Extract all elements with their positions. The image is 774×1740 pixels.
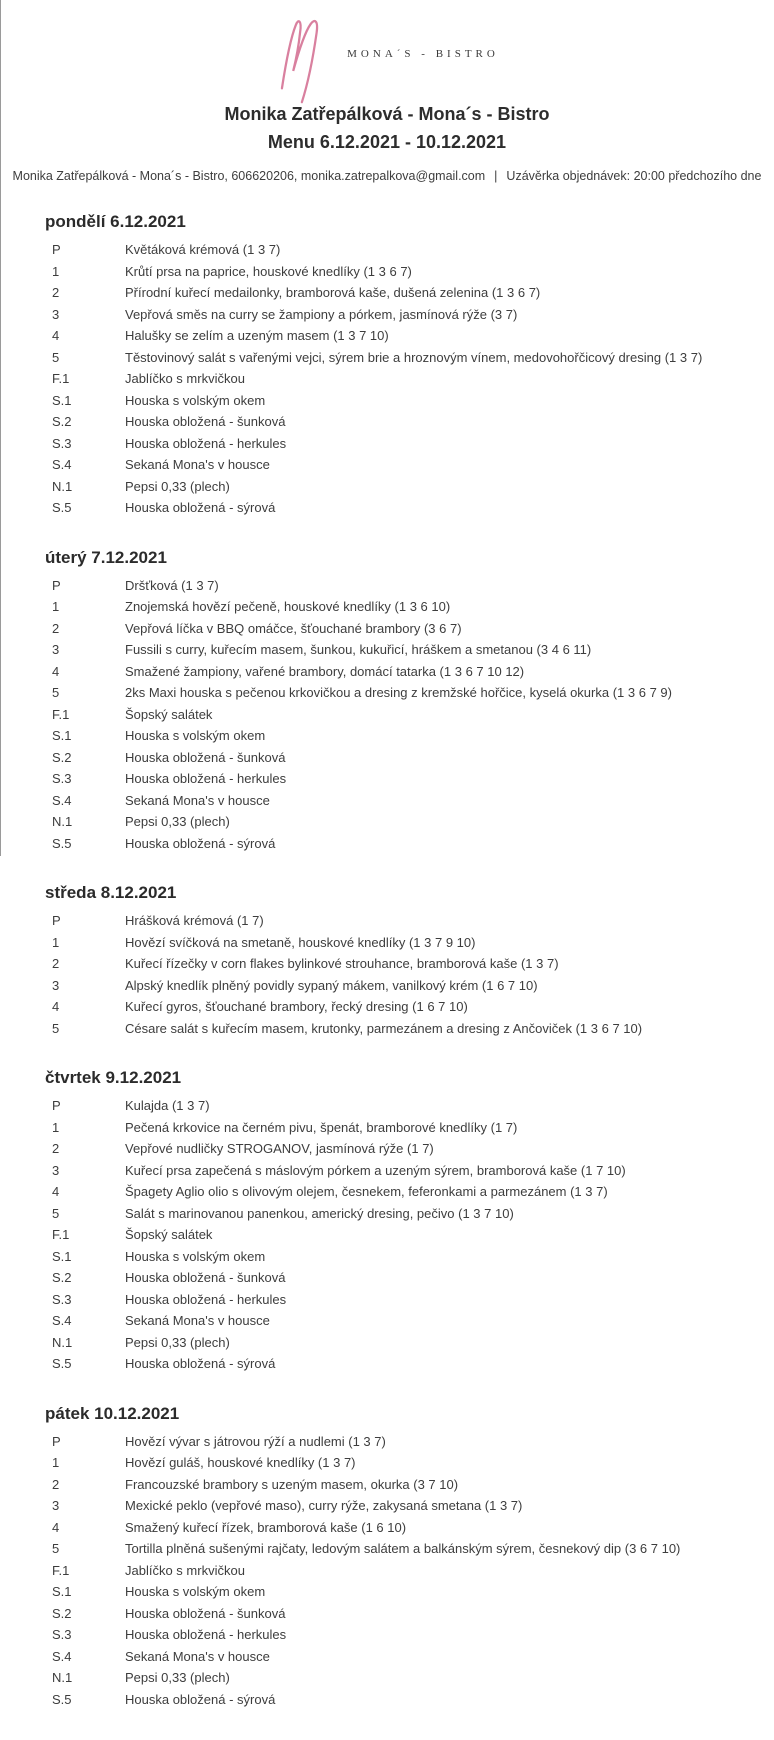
item-text: Sekaná Mona's v housce [125,1648,270,1664]
menu-row [45,1117,754,1139]
menu-row [45,1018,754,1040]
item-code: 4 [52,328,60,343]
item-text: Salát s marinovanou panenkou, americký dresing, pečivo (1 3 7 10) [125,1205,514,1221]
item-code: P [52,1433,61,1449]
menu-row [45,1689,754,1711]
menu-row [45,932,754,954]
item-code: S.5 [52,1356,72,1371]
menu-row [45,682,754,704]
item-code: S.4 [52,457,72,472]
day-section [45,1403,754,1711]
item-code: S.5 [52,1691,72,1707]
item-text: Houska s volským okem [125,1584,266,1599]
menu-row [45,747,754,769]
item-code: 4 [52,663,60,679]
item-code: 2 [52,1476,60,1492]
day-rows [45,910,754,1039]
menu-row [45,1289,754,1311]
contact-info: Monika Zatřepálková - Mona´s - Bistro, 606620206, monika.zatrepalkova@gmail.com [12,169,486,183]
item-text: Mexické peklo (vepřové maso), curry rýže, zakysaná smetana (1 3 7) [125,1498,523,1513]
day-heading: středa 8.12.2021 [45,883,177,902]
item-text: Špagety Aglio olio s olivovým olejem, česnekem, feferonkami a parmezánem (1 3 7) [125,1184,608,1199]
day-heading: čtvrtek 9.12.2021 [45,1068,182,1087]
item-text: Pečená krkovice na černém pivu, špenát, bramborové knedlíky (1 7) [125,1119,518,1135]
item-text: Smažený kuřecí řízek, bramborová kaše (1 6 10) [125,1519,407,1535]
menu-row [45,1624,754,1646]
day-heading: pondělí 6.12.2021 [45,212,186,231]
title-line-1: Monika Zatřepálková - Mona´s - Bistro [224,104,550,124]
menu-row [45,639,754,661]
item-code: S.2 [52,749,72,765]
item-code: F.1 [52,1227,70,1242]
contact-line [0,169,774,183]
item-text: Pepsi 0,33 (plech) [125,814,230,829]
item-code: 4 [52,1519,60,1535]
item-code: S.4 [52,1648,72,1664]
menu-row [45,996,754,1018]
item-text: 2ks Maxi houska s pečenou krkovičkou a dresing z kremžské hořčice, kyselá okurka (1 3 6 7 9) [125,685,672,700]
menu-row [45,433,754,455]
item-text: Vepřové nudličky STROGANOV, jasmínová rýže (1 7) [125,1141,434,1156]
menu-row [45,1603,754,1625]
page-title [0,100,774,156]
menu-row [45,1474,754,1496]
item-text: Sekaná Mona's v housce [125,1313,270,1328]
item-code: 2 [52,620,60,636]
menu-row [45,390,754,412]
item-text: Houska obložená - šunková [125,414,286,429]
item-text: Houska obložená - sýrová [125,1691,276,1707]
menu-row [45,1431,754,1453]
menu-row [45,1203,754,1225]
item-code: 1 [52,1119,60,1135]
item-text: Vepřová směs na curry se žampiony a pórkem, jasmínová rýže (3 7) [125,306,518,322]
menu-row [45,304,754,326]
menu-row [45,1560,754,1582]
item-text: Kuřecí řízečky v corn flakes bylinkové strouhance, bramborová kaše (1 3 7) [125,956,559,971]
item-code: S.5 [52,500,72,515]
menu-row [45,1495,754,1517]
menu-row [45,347,754,369]
contact-separator: | [494,169,498,183]
item-text: Césare salát s kuřecím masem, krutonky, parmezánem a dresing z Ančoviček (1 3 6 7 10) [125,1020,643,1036]
item-text: Kulajda (1 3 7) [125,1098,210,1113]
item-text: Hovězí svíčková na smetaně, houskové knedlíky (1 3 7 9 10) [125,934,476,950]
order-deadline: Uzávěrka objednávek: 20:00 předchozího dne [506,169,762,183]
menu-row [45,1452,754,1474]
item-text: Francouzské brambory s uzeným masem, okurka (3 7 10) [125,1476,459,1492]
item-code: 1 [52,934,60,950]
menu-row [45,725,754,747]
item-code: S.1 [52,1248,72,1264]
item-text: Houska obložená - šunková [125,1270,286,1285]
item-text: Kuřecí prsa zapečená s máslovým pórkem a uzeným sýrem, bramborová kaše (1 7 10) [125,1162,626,1178]
menu-row [45,1138,754,1160]
item-text: Smažené žampiony, vařené brambory, domácí tatarka (1 3 6 7 10 12) [125,663,525,679]
day-rows [45,1431,754,1711]
item-code: N.1 [52,1670,73,1685]
menu-row [45,704,754,726]
item-code: P [52,577,61,593]
item-code: 2 [52,285,60,300]
item-code: 5 [52,349,60,365]
item-text: Těstovinový salát s vařenými vejci, sýrem brie a hroznovým vínem, medovohořčicový dresing (1 3 7) [125,349,703,365]
item-text: Alpský knedlík plněný povidly sypaný mákem, vanilkový krém (1 6 7 10) [125,977,538,993]
item-code: 1 [52,1455,60,1470]
item-code: 3 [52,1498,60,1513]
day-rows [45,1095,754,1375]
item-code: S.1 [52,728,72,743]
item-code: P [52,242,61,257]
menu-row [45,497,754,519]
menu-row [45,1353,754,1375]
menu-row [45,618,754,640]
menu-row [45,411,754,433]
item-text: Kuřecí gyros, šťouchané brambory, řecký dresing (1 6 7 10) [125,999,468,1014]
day-heading: úterý 7.12.2021 [45,547,167,567]
title-line-2: Menu 6.12.2021 - 10.12.2021 [267,132,507,152]
menu-row [45,1310,754,1332]
item-code: 1 [52,599,60,614]
item-text: Fussili s curry, kuřecím masem, šunkou, kukuřicí, hráškem a smetanou (3 4 6 11) [125,642,592,657]
menu-days [0,211,774,1710]
item-code: S.5 [52,835,72,851]
logo [0,10,774,98]
menu-row [45,790,754,812]
menu-row [45,1517,754,1539]
item-code: 2 [52,956,60,971]
item-code: 1 [52,263,60,279]
menu-row [45,1667,754,1689]
item-code: F.1 [52,1562,70,1578]
menu-row [45,1646,754,1668]
item-code: S.1 [52,392,72,408]
item-code: S.3 [52,435,72,451]
day-heading: pátek 10.12.2021 [45,1403,180,1423]
item-text: Houska obložená - herkules [125,771,287,786]
item-code: S.4 [52,792,72,808]
menu-row [45,1181,754,1203]
day-section [45,547,754,855]
item-code: 4 [52,999,60,1014]
item-text: Houska obložená - sýrová [125,500,276,515]
item-text: Houska obložená - šunková [125,749,286,765]
item-text: Hrášková krémová (1 7) [125,913,264,928]
item-text: Pepsi 0,33 (plech) [125,1670,230,1685]
item-code: 2 [52,1141,60,1156]
menu-row [45,910,754,932]
item-text: Houska obložená - herkules [125,435,287,451]
menu-row [45,768,754,790]
menu-row [45,1246,754,1268]
menu-row [45,1267,754,1289]
menu-row [45,1332,754,1354]
menu-row [45,1224,754,1246]
item-code: 3 [52,1162,60,1178]
monas-bistro-m-logo-icon [275,12,327,104]
item-code: 5 [52,1020,60,1036]
menu-row [45,1160,754,1182]
day-section [45,882,754,1039]
item-code: S.3 [52,771,72,786]
menu-row [45,1538,754,1560]
item-text: Tortilla plněná sušenými rajčaty, ledovým salátem a balkánským sýrem, česnekový dip (3 6 7 10) [125,1541,681,1556]
menu-row [45,661,754,683]
item-code: N.1 [52,814,73,829]
item-text: Pepsi 0,33 (plech) [125,1334,230,1350]
item-code: 5 [52,1541,60,1556]
menu-row [45,261,754,283]
left-edge-rule [0,0,1,856]
item-text: Sekaná Mona's v housce [125,457,270,472]
item-text: Sekaná Mona's v housce [125,792,270,808]
item-text: Znojemská hovězí pečeně, houskové knedlíky (1 3 6 10) [125,599,451,614]
item-code: S.2 [52,1605,72,1621]
menu-row [45,575,754,597]
item-code: S.4 [52,1313,72,1328]
item-text: Jablíčko s mrkvičkou [125,1562,245,1578]
item-text: Pepsi 0,33 (plech) [125,478,230,494]
menu-row [45,325,754,347]
item-code: P [52,913,61,928]
menu-row [45,811,754,833]
item-code: 4 [52,1184,60,1199]
item-code: S.3 [52,1627,72,1642]
day-rows [45,239,754,519]
item-code: N.1 [52,1334,73,1350]
item-text: Hovězí vývar s játrovou rýží a nudlemi (1 3 7) [125,1433,386,1449]
menu-row [45,282,754,304]
item-text: Houska s volským okem [125,392,266,408]
item-code: 5 [52,1205,60,1221]
day-section [45,1067,754,1375]
menu-row [45,454,754,476]
item-text: Hovězí guláš, houskové knedlíky (1 3 7) [125,1455,356,1470]
item-code: F.1 [52,371,70,386]
item-text: Přírodní kuřecí medailonky, bramborová kaše, dušená zelenina (1 3 6 7) [125,285,541,300]
item-text: Houska obložená - herkules [125,1291,287,1307]
item-text: Houska s volským okem [125,1248,266,1264]
menu-row [45,239,754,261]
item-text: Šopský salátek [125,1227,213,1242]
brand-text: MONA´S - BISTRO [347,48,499,60]
item-text: Květáková krémová (1 3 7) [125,242,281,257]
menu-row [45,368,754,390]
menu-row [45,1581,754,1603]
item-text: Halušky se zelím a uzeným masem (1 3 7 10) [125,328,389,343]
item-text: Krůtí prsa na paprice, houskové knedlíky (1 3 6 7) [125,263,412,279]
item-code: 3 [52,642,60,657]
item-code: S.3 [52,1291,72,1307]
menu-row [45,476,754,498]
item-text: Vepřová líčka v BBQ omáčce, šťouchané brambory (3 6 7) [125,620,462,636]
menu-row [45,596,754,618]
item-code: 5 [52,685,60,700]
day-rows [45,575,754,855]
item-code: 3 [52,306,60,322]
menu-row [45,953,754,975]
day-section [45,211,754,519]
item-code: S.2 [52,414,72,429]
item-text: Houska obložená - herkules [125,1627,287,1642]
item-code: P [52,1098,61,1113]
item-code: F.1 [52,706,70,722]
menu-row [45,1095,754,1117]
item-code: 3 [52,977,60,993]
item-text: Houska obložená - sýrová [125,835,276,851]
item-text: Dršťková (1 3 7) [125,577,219,593]
item-text: Houska obložená - šunková [125,1605,286,1621]
menu-row [45,833,754,855]
item-text: Jablíčko s mrkvičkou [125,371,245,386]
item-text: Houska obložená - sýrová [125,1356,276,1371]
item-text: Šopský salátek [125,706,213,722]
document-header [0,0,774,183]
menu-row [45,975,754,997]
item-code: S.1 [52,1584,72,1599]
item-code: N.1 [52,478,73,494]
item-code: S.2 [52,1270,72,1285]
item-text: Houska s volským okem [125,728,266,743]
